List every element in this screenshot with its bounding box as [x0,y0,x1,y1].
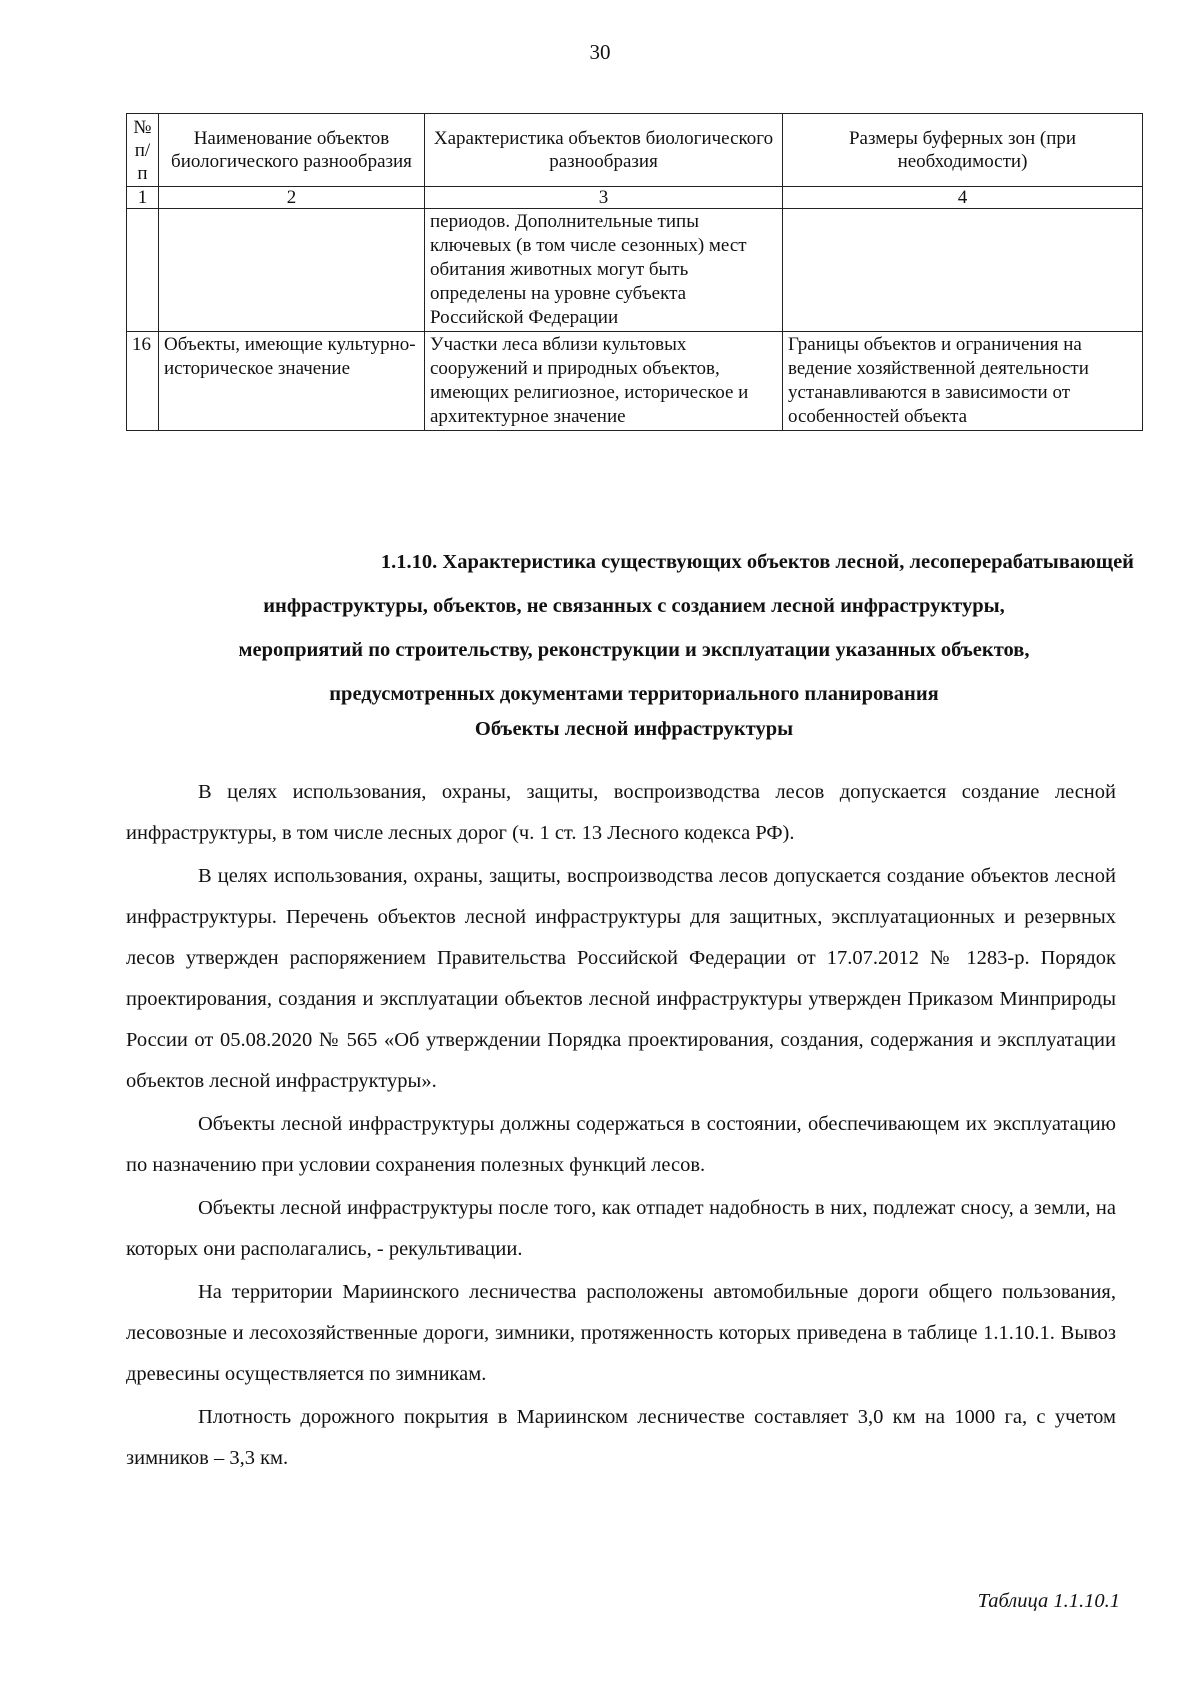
header-buffer-zone: Размеры буферных зон (при необходимости) [783,114,1143,187]
row-number [127,209,159,332]
table-row [127,332,1143,431]
row-object-name: Объекты, имеющие культурно-историческое значение [159,332,425,431]
column-number: 3 [425,187,783,209]
header-number: № п/п [127,114,159,187]
paragraph: В целях использования, охраны, защиты, воспроизводства лесов допускается создание объектов лесной инфраструктуры. Перечень объектов лесной инфраструктуры для защитных, эксплуатационных и резервных лесов утвержден распоряжением Правительства Российской Федерации от 17.07.2012 № 1283-р. Порядок проектирования, создания и эксплуатации объектов лесной инфраструктуры утвержден Приказом Минприроды России от 05.08.2020 № 565 «Об утверждении Порядка проектирования, создания, содержания и эксплуатации объектов лесной инфраструктуры». [126,865,1116,1092]
paragraph: Плотность дорожного покрытия в Мариинском лесничестве составляет 3,0 км на 1000 га, с учетом зимников – 3,3 км. [126,1406,1116,1469]
header-object-name: Наименование объектов биологического разнообразия [159,114,425,187]
column-number: 1 [127,187,159,209]
subheading: Объекты лесной инфраструктуры [474,718,794,740]
table-header-row [127,114,1143,187]
section-heading-line: 1.1.10. Характеристика существующих объектов лесной, лесоперерабатывающей [380,551,1134,573]
column-number: 4 [783,187,1143,209]
row-buffer-zone [783,209,1143,332]
row-number: 16 [127,332,159,431]
section-heading [126,540,1142,716]
biodiversity-table [126,113,1143,431]
header-characteristic: Характеристика объектов биологического разнообразия [425,114,783,187]
row-object-name [159,209,425,332]
table-row [127,209,1143,332]
body-text [126,772,1116,1481]
table-caption: Таблица 1.1.10.1 [977,1590,1120,1612]
section-heading-line: предусмотренных документами территориального планирования [329,683,939,705]
row-buffer-zone: Границы объектов и ограничения на ведение хозяйственной деятельности устанавливаются в зависимости от особенностей объекта [783,332,1143,431]
page-number: 30 [589,40,611,64]
paragraph: На территории Мариинского лесничества расположены автомобильные дороги общего пользования, лесовозные и лесохозяйственные дороги, зимники, протяженность которых приведена в таблице 1.1.10.1. Вывоз древесины осуществляется по зимникам. [126,1281,1116,1385]
column-number-row [127,187,1143,209]
section-heading-line: инфраструктуры, объектов, не связанных с созданием лесной инфраструктуры, [263,595,1005,617]
row-characteristic: периодов. Дополнительные типы ключевых (в том числе сезонных) мест обитания животных могут быть определены на уровне субъекта Российской Федерации [425,209,783,332]
paragraph: Объекты лесной инфраструктуры должны содержаться в состоянии, обеспечивающем их эксплуатацию по назначению при условии сохранения полезных функций лесов. [126,1113,1116,1176]
row-characteristic: Участки леса вблизи культовых сооружений и природных объектов, имеющих религиозное, историческое и архитектурное значение [425,332,783,431]
paragraph: Объекты лесной инфраструктуры после того, как отпадет надобность в них, подлежат сносу, а земли, на которых они располагались, - рекультивации. [126,1197,1116,1260]
paragraph: В целях использования, охраны, защиты, воспроизводства лесов допускается создание лесной инфраструктуры, в том числе лесных дорог (ч. 1 ст. 13 Лесного кодекса РФ). [126,781,1116,844]
column-number: 2 [159,187,425,209]
section-heading-line: мероприятий по строительству, реконструкции и эксплуатации указанных объектов, [238,639,1030,661]
